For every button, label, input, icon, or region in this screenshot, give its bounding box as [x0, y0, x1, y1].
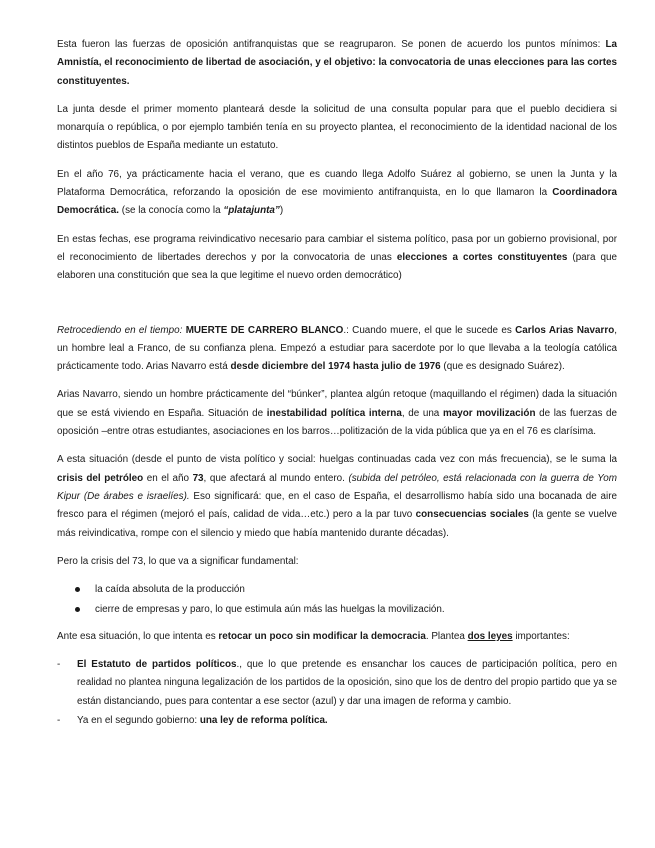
- list-item: - Ya en el segundo gobierno: una ley de reforma política.: [57, 712, 617, 730]
- list-item: cierre de empresas y paro, lo que estimula aún más las huelgas la movilización.: [75, 601, 617, 619]
- section-gap: [57, 296, 617, 322]
- list-item: - El Estatuto de partidos políticos., que lo que pretende es ensanchar los cauces de participación política, pero en realidad no plantea ninguna legalización de los partidos de la oposición, sino que los de dentro del propio partido que ya se están distanciando, pues para contentar a ese sector (azul) y dar una imagen de reforma y cambio.: [57, 656, 617, 711]
- paragraph-two-laws: Ante esa situación, lo que intenta es retocar un poco sin modificar la democracia. Plantea dos leyes importantes:: [57, 630, 570, 642]
- list-item: la caída absoluta de la producción: [75, 581, 617, 599]
- paragraph-carrero-blanco: Retrocediendo en el tiempo: MUERTE DE CARRERO BLANCO.: Cuando muere, el que le sucede es Carlos Arias Navarro, un hombre leal a Franco, de su confianza plena. Empezó a estudiar para sacerdote por lo que llevaba a la teología católica prácticamente todo. Arias Navarro está desde diciembre del 1974 hasta julio de 1976 (que es designado Suárez).: [57, 324, 617, 373]
- bullet-list: [57, 581, 617, 620]
- paragraph-coordinadora: En el año 76, ya prácticamente hacia el verano, que es cuando llega Adolfo Suárez al gobierno, se unen la Junta y la Plataforma Democrática, reforzando la oposición de ese movimiento antifranquista, en lo que llamaron la Coordinadora Democrática. (se la conocía como la “platajunta”): [57, 168, 617, 217]
- paragraph-program: En estas fechas, ese programa reivindicativo necesario para cambiar el sistema político, pasa por un gobierno provisional, por el reconocimiento de libertades derechos y por la convocatoria de unas elecciones a cortes constituyentes (para que elaboren una constitución que sea la que legitime el nuevo orden democrático): [57, 233, 617, 282]
- paragraph-opposition-forces: Esta fueron las fuerzas de oposición antifranquistas que se reagruparon. Se ponen de acuerdo los puntos mínimos: La Amnistía, el reconocimiento de libertad de asociación, y el objetivo: la convocatoria de unas elecciones para las cortes constituyentes.: [57, 39, 617, 87]
- paragraph-arias-navarro: Arias Navarro, siendo un hombre prácticamente del “búnker”, plantea algún retoque (maquillando el régimen) dada la situación que se está viviendo en España. Situación de inestabilidad política interna, de una mayor movilización de las fuerzas de oposición –entre otras estudiantes, asociaciones en los barros…politización de la vida pública que ya en el 76 es clarísima.: [57, 389, 617, 438]
- dash-list: [57, 656, 617, 730]
- paragraph-oil-crisis: A esta situación (desde el punto de vista político y social: huelgas continuadas cada vez con más frecuencia), se le suma la crisis del petróleo en el año 73, que afectará al mundo entero. (subida del petróleo, está relacionada con la guerra de Yom Kipur (De árabes e israelíes). Eso significará: que, en el caso de España, el desarrollismo había sido una bocanada de aire fresco para el régimen (mejoró el país, calidad de vida…etc.) pero a la par tuvo consecuencias sociales (la gente se vuelve más reivindicativa, rompe con el silencio y miedo que había mantenido durante décadas).: [57, 454, 618, 539]
- paragraph-crisis-meaning: Pero la crisis del 73, lo que va a significar fundamental:: [57, 555, 299, 567]
- paragraph-junta-consultation: La junta desde el primer momento planteará desde la solicitud de una consulta popular para que el pueblo decidiera si monarquía o república, o por ejemplo también tenía en su proyecto plantea, el reconocimiento de la identidad nacional de los distintos pueblos de España mediante un estatuto.: [57, 103, 617, 152]
